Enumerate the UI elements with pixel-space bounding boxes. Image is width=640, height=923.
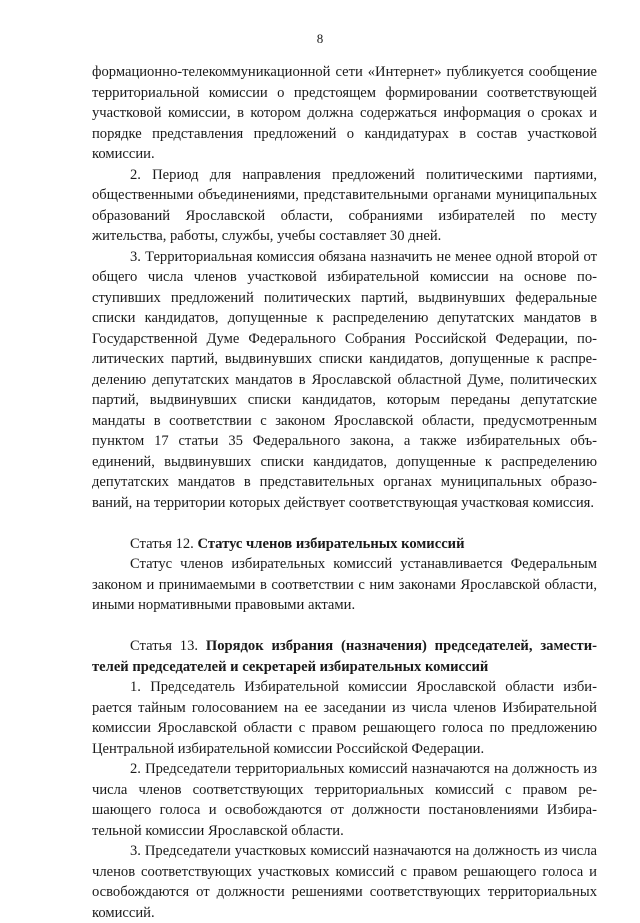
paragraph-item-2: 2. Период для направления предложений политическими партиями, общественными объединениями, представительными органами муниципальных образований Ярославской области, собраниями избирателей по месту жительства, работы, службы, учебы составляет 30 дней. [92,166,597,244]
article-12-paragraph: Статус членов избирательных комиссий устанавливается Федеральным законом и принимаемыми в соответствии с ним законами Ярославской области, иными нормативными правовыми актами. [92,556,597,613]
page-number: 8 [316,31,324,46]
article-13-prefix: Статья 13. [130,638,206,654]
article-12-heading [92,534,597,555]
article-13-heading [92,636,597,677]
article-13-paragraph-1: 1. Председатель Избирательной комиссии Ярославской области избирается тайным голосованием на ее заседании из числа членов Избирательной комиссии Ярославской области с правом решающего голоса по предложению Центральной избирательной комиссии Российской Федерации. [92,679,597,757]
article-13-title: Порядок избрания (назначения) председателей, заместителей председателей и секретарей избирательных комиссий [92,638,598,675]
article-12-prefix: Статья 12. [130,535,198,552]
article-12-title: Статус членов избирательных комиссий [197,535,465,552]
article-13-paragraph-2: 2. Председатели территориальных комиссий назначаются на должность из числа членов соответствующих территориальных комиссий с правом решающего голоса и освобождаются от должности постановлениями Избирательной комиссии Ярославской области. [92,761,597,839]
paragraph-item-3: 3. Территориальная комиссия обязана назначить не менее одной второй от общего числа членов участковой избирательной комиссии на основе поступивших предложений политических партий, выдвинувших федеральные списки кандидатов, допущенные к распределению депутатских мандатов в Государственной Думе Федерального Собрания Российской Федерации, политических партий, выдвинувших списки кандидатов, допущенные к распределению депутатских мандатов в Ярославской областной Думе, политических партий, выдвинувших списки кандидатов, которым переданы депутатские мандаты в соответствии с законом Ярославской области, предусмотренным пунктом 17 статьи 35 Федерального закона, а также избирательных объединений, выдвинувших списки кандидатов, допущенные к распределению депутатских мандатов в представительных органах муниципальных образований, на территории которых действует соответствующая участковая комиссия. [92,248,597,511]
document-body [92,62,597,923]
paragraph-continuation: формационно-телекоммуникационной сети «Интернет» публикуется сообщение территориальной комиссии о предстоящем формировании соответствующей участковой комиссии, в котором должна содержаться информация о сроках и порядке представления предложений о кандидатурах в состав участковой комиссии. [92,64,597,162]
article-13-paragraph-3: 3. Председатели участковых комиссий назначаются на должность из числа членов соответствующих участковых комиссий с правом решающего голоса и освобождаются от должности решениями соответствующих территориальных комиссий. [92,843,597,921]
